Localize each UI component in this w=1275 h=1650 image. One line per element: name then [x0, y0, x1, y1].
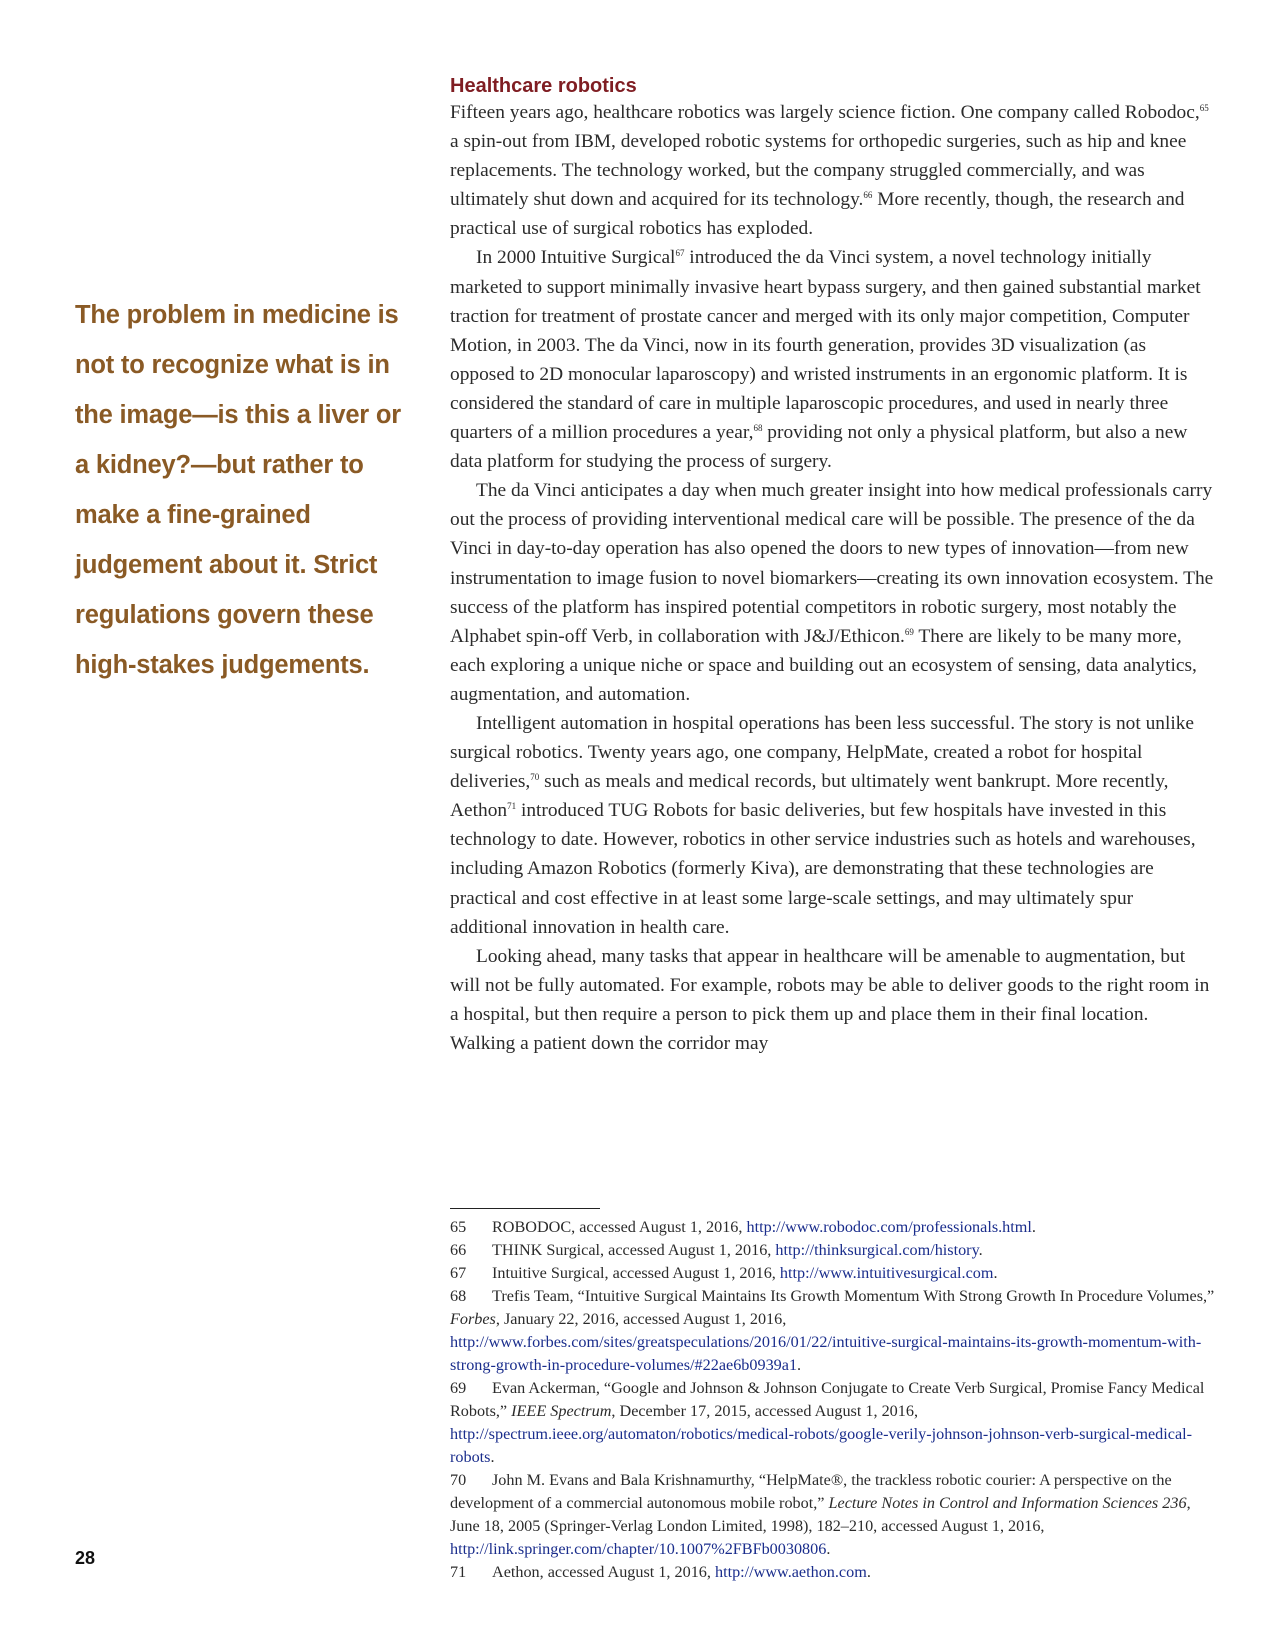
footnote-ref[interactable]: 65 — [1199, 103, 1209, 113]
section-heading: Healthcare robotics — [450, 75, 637, 97]
paragraph-text: Fifteen years ago, healthcare robotics was largely science fiction. One company called Robodoc, — [450, 102, 1200, 123]
paragraph-text: a spin-out from IBM, developed robotic systems for orthopedic surgeries, such as hip and knee replacements. The technology worked, but the company struggled commercially, and was ultimately shut down and acquired for its technology. — [450, 131, 1187, 211]
footnote-67 — [450, 1262, 1215, 1285]
paragraph-text: introduced the da Vinci system, a novel technology initially marketed to support minimally invasive heart bypass surgery, and then gained substantial market traction for treatment of prostate cancer and merged with its only major competition, Computer Motion, in 2003. The da Vinci, now in its fourth generation, provides 3D visualization (as opposed to 2D monocular laparoscopy) and wristed instruments in an ergonomic platform. It is considered the standard of care in multiple laparoscopic procedures, and used in nearly three quarters of a million procedures a year, — [450, 247, 1201, 444]
paragraph-text: More recently, though, the research and practical use of surgical robotics has exploded. — [450, 189, 1185, 240]
footnote-link[interactable]: http://www.robodoc.com/professionals.html — [746, 1218, 1032, 1236]
footnote-link[interactable]: http://link.springer.com/chapter/10.1007%2FBFb0030806 — [450, 1540, 827, 1558]
footnote-source: Lecture Notes in Control and Information Sciences 236 — [828, 1494, 1187, 1512]
paragraph-text: In 2000 Intuitive Surgical — [476, 247, 676, 269]
paragraph-text: introduced TUG Robots for basic deliveries, but few hospitals have invested in this technology to date. However, robotics in other service industries such as hotels and warehouses, including Amazon Robotics (formerly Kiva), are demonstrating that these technologies are practical and cost effective in at least some large-scale settings, and may ultimately spur additional innovation in health care. — [450, 800, 1196, 938]
footnote-number: 68 — [450, 1287, 467, 1305]
footnote-number: 71 — [450, 1563, 467, 1581]
footnote-end: . — [978, 1241, 983, 1259]
footnote-number: 69 — [450, 1379, 467, 1397]
pull-quote: The problem in medicine is not to recognize what is in the image—is this a liver or a kidney?—but rather to make a fine-grained judgement about it. Strict regulations govern these high-stakes judgements. — [75, 301, 402, 679]
paragraph-text: Looking ahead, many tasks that appear in healthcare will be amenable to augmentation, but will not be fully automated. For example, robots may be able to deliver goods to the right room in a hospital, but then require a person to pick them up and place them in their final location. Walking a patient down the corridor may — [450, 945, 1210, 1054]
footnote-number: 70 — [450, 1471, 467, 1489]
page-number: 28 — [75, 1548, 96, 1568]
footnote-text: Intuitive Surgical, accessed August 1, 2016, — [492, 1264, 780, 1282]
footnote-text: , June 18, 2005 (Springer-Verlag London Limited, 1998), 182–210, accessed August 1, 2016, — [450, 1494, 1191, 1535]
footnote-number: 65 — [450, 1218, 467, 1236]
paragraph-text: There are likely to be many more, each exploring a unique niche or space and building out an ecosystem of sensing, data analytics, augmentation, and automation. — [450, 625, 1197, 705]
footnote-end: . — [993, 1264, 998, 1282]
footnote-ref[interactable]: 71 — [507, 801, 517, 812]
footnote-70 — [450, 1469, 1215, 1561]
paragraph-text: such as meals and medical records, but ultimately went bankrupt. More recently, Aethon — [450, 771, 1169, 822]
footnotes — [450, 1216, 1215, 1584]
footnote-end: . — [866, 1563, 871, 1581]
footnote-end: . — [490, 1448, 495, 1466]
footnote-65 — [450, 1216, 1215, 1239]
footnote-text: ROBODOC, accessed August 1, 2016, — [492, 1218, 747, 1236]
footnote-71 — [450, 1561, 1215, 1584]
footnote-text: THINK Surgical, accessed August 1, 2016, — [492, 1241, 776, 1259]
paragraph-4 — [450, 709, 1215, 942]
paragraph-5 — [450, 942, 1215, 1058]
footnote-source: IEEE Spectrum — [511, 1402, 612, 1420]
paragraph-2 — [450, 243, 1215, 476]
footnote-link[interactable]: http://www.intuitivesurgical.com — [779, 1264, 994, 1282]
footnote-68 — [450, 1285, 1215, 1377]
paragraph-text: Intelligent automation in hospital operations has been less successful. The story is not unlike surgical robotics. Twenty years ago, one company, HelpMate, created a robot for hospital deliveries, — [450, 712, 1195, 793]
main-column — [450, 74, 1215, 1058]
footnote-66 — [450, 1239, 1215, 1262]
paragraph-text: The da Vinci anticipates a day when much greater insight into how medical professionals carry out the process of providing interventional medical care will be possible. The presence of the da Vinci in day-to-day operation has also opened the doors to new types of innovation—from new instrumentation to image fusion to novel biomarkers—creating its own innovation ecosystem. The success of the platform has inspired potential competitors in robotic surgery, most notably the Alphabet spin-off Verb, in collaboration with J&J/Ethicon. — [450, 480, 1214, 647]
footnote-link[interactable]: http://spectrum.ieee.org/automaton/robotics/medical-robots/google-verily-johnson-johnson-verb-surgical-medical-robots — [450, 1425, 1193, 1466]
footnote-ref[interactable]: 69 — [904, 626, 914, 637]
footnote-link[interactable]: http://www.aethon.com — [715, 1563, 867, 1581]
footnote-ref[interactable]: 70 — [530, 772, 540, 783]
footnote-end: . — [826, 1540, 831, 1558]
paragraph-3 — [450, 476, 1215, 709]
footnote-text: Trefis Team, “Intuitive Surgical Maintains Its Growth Momentum With Strong Growth In Procedure Volumes,” — [492, 1287, 1215, 1305]
footnote-end: . — [1031, 1218, 1036, 1236]
footnote-link[interactable]: http://thinksurgical.com/history — [775, 1241, 979, 1259]
footnote-69 — [450, 1377, 1215, 1469]
footnote-ref[interactable]: 67 — [675, 248, 685, 259]
footnote-ref[interactable]: 66 — [863, 190, 873, 201]
footnote-text: John M. Evans and Bala Krishnamurthy, “HelpMate®, the trackless robotic courier: A perspective on the development of a commercial autonomous mobile robot,” — [450, 1471, 1172, 1512]
footnote-end: . — [797, 1356, 802, 1374]
footnote-text: , December 17, 2015, accessed August 1, 2016, — [611, 1402, 918, 1420]
footnote-number: 67 — [450, 1264, 467, 1282]
paragraph-1 — [450, 98, 1215, 243]
footnote-source: Forbes — [450, 1310, 496, 1328]
footnote-text: , January 22, 2016, accessed August 1, 2016, — [495, 1310, 787, 1328]
footnote-link[interactable]: http://www.forbes.com/sites/greatspeculations/2016/01/22/intuitive-surgical-maintains-its-growth-momentum-with-strong-growth-in-procedure-volumes/#22ae6b0939a1 — [450, 1333, 1202, 1374]
footnote-text: Evan Ackerman, “Google and Johnson & Johnson Conjugate to Create Verb Surgical, Promise Fancy Medical Robots,” — [450, 1379, 1205, 1420]
footnote-divider — [450, 1208, 600, 1209]
footnote-text: Aethon, accessed August 1, 2016, — [492, 1563, 715, 1581]
paragraph-text: providing not only a physical platform, but also a new data platform for studying the process of surgery. — [450, 422, 1188, 473]
footnote-ref[interactable]: 68 — [753, 423, 763, 434]
footnote-number: 66 — [450, 1241, 467, 1259]
